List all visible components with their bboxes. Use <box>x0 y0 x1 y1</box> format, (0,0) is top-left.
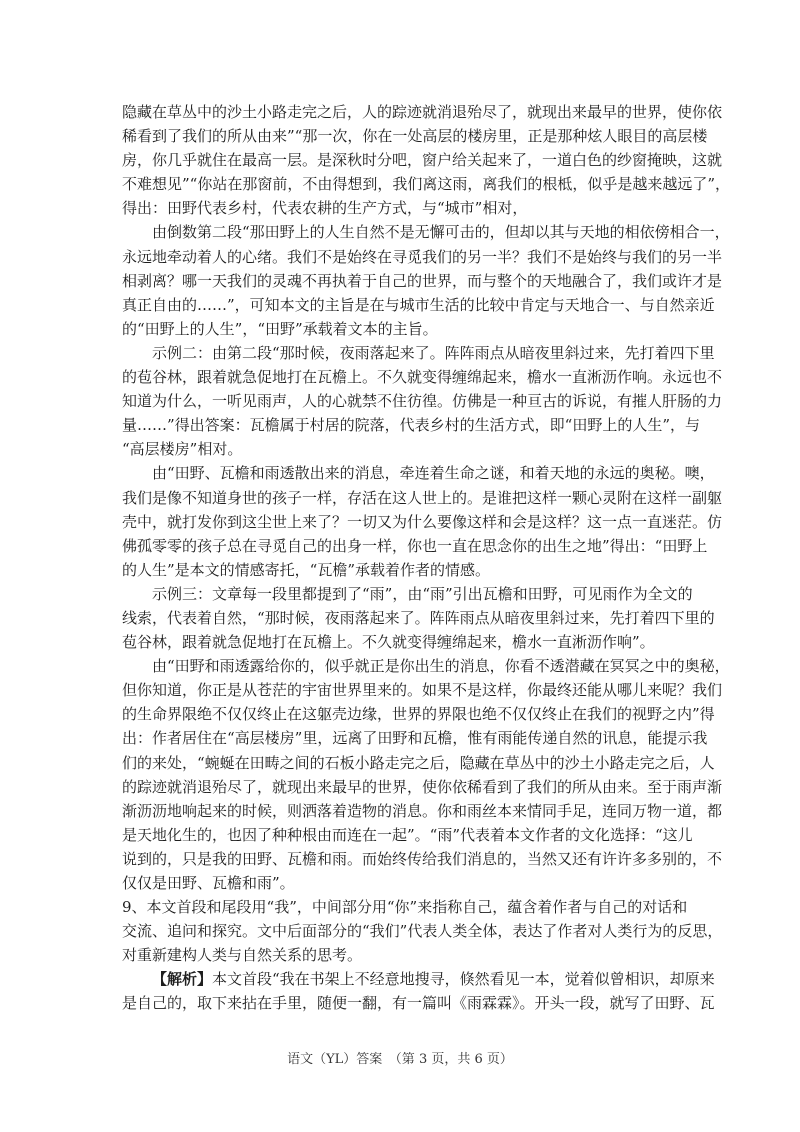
document-body <box>122 100 731 1016</box>
text-line: 稀看到了我们的所从由来”“那一次，你在一处高层的楼房里，正是那种炫人眼目的高层楼 <box>122 127 708 146</box>
text-line: 永远地牵动着人的心绪。我们不是始终在寻觅我们的另一半？我们不是始终与我们的另一半 <box>122 247 723 266</box>
paragraph <box>122 461 723 581</box>
page-footer: 语文（YL）答案 （第 3 页，共 6 页） <box>287 1052 513 1067</box>
text-line: 的人生”是本文的情感寄托，“瓦檐”承载着作者的情感。 <box>122 560 491 579</box>
text-line: 的踪迹就消退殆尽了，就现出来最早的世界，使你依稀看到了我们的所从由来。至于雨声渐 <box>122 777 723 796</box>
text-line: 示例二：由第二段“那时候，夜雨落起来了。阵阵雨点从暗夜里斜过来，先打着四下里 <box>152 343 715 362</box>
text-line: 9、本文首段和尾段用“我”，中间部分用“你”来指称自己，蕴含着作者与自己的对话和 <box>122 898 688 917</box>
text-line: 得出：田野代表乡村，代表农耕的生产方式，与“城市”相对， <box>122 199 528 218</box>
text-line: 的苞谷林，跟着就急促地打在瓦檐上。不久就变得缠绵起来，檐水一直淅沥作响。永远也不 <box>122 368 723 387</box>
text-line: 房，你几乎就住在最高一层。是深秋时分吧，窗户给关起来了，一道白色的纱窗掩映，这就 <box>122 151 723 170</box>
text-line: 由倒数第二段“那田野上的人生自然不是无懈可击的，但却以其与天地的相依傍相合一， <box>152 223 730 242</box>
text-line: 是天地化生的，也因了种种根由而连在一起”。“雨”代表着本文作者的文化选择：“这儿 <box>122 825 693 844</box>
text-line: 不难想见”“你站在那窗前，不由得想到，我们离这雨，离我们的根柢，似乎是越来越远了”， <box>122 175 731 194</box>
text-line: 们的来处，“蜿蜒在田畴之间的石板小路走完之后，隐藏在草丛中的沙土小路走完之后，人 <box>122 753 715 772</box>
text-line: 交流、追问和探究。文中后面部分的“我们”代表人类全体，表达了作者对人类行为的反思， <box>122 922 723 941</box>
paragraph <box>122 341 723 461</box>
text-line: 相剥离？哪一天我们的灵魂不再执着于自己的世界，而与整个的天地融合了，我们或许才是 <box>122 271 723 290</box>
text-line: 的“田野上的人生”，“田野”承载着文本的主旨。 <box>122 319 438 338</box>
text-line-content: 本文首段“我在书架上不经意地搜寻，倏然看见一本，觉着似曾相识，却原来 <box>212 970 715 989</box>
text-line: 出：作者居住在“高层楼房”里，远离了田野和瓦檐，惟有雨能传递自然的讯息，能提示我 <box>122 729 708 748</box>
paragraph <box>122 967 715 1015</box>
text-line: 由“田野、瓦檐和雨透散出来的消息，牵连着生命之谜，和着天地的永远的奥秘。噢， <box>152 464 715 483</box>
text-line: 对重新建构人类与自然关系的思考。 <box>122 946 363 965</box>
text-line: 苞谷林，跟着就急促地打在瓦檐上。不久就变得缠绵起来，檐水一直淅沥作响”。 <box>122 633 655 652</box>
paragraph <box>122 895 723 967</box>
text-line <box>122 967 715 991</box>
text-line: 知道为什么，一听见雨声，人的心就禁不住彷徨。仿佛是一种亘古的诉说，有摧人肝肠的力 <box>122 392 723 411</box>
paragraph <box>122 654 730 895</box>
text-line: 渐沥沥地响起来的时候，则洒落着造物的消息。你和雨丝本来情同手足，连同万物一道，都 <box>122 801 723 820</box>
text-line: 说到的，只是我的田野、瓦檐和雨。而始终传给我们消息的，当然又还有许许多多别的，不 <box>122 849 723 868</box>
text-line: 佛孤零零的孩子总在寻觅自己的出身一样，你也一直在思念你的出生之地”得出：“田野上 <box>122 536 708 555</box>
text-line: 真正自由的……”，可知本文的主旨是在与城市生活的比较中肯定与天地合一、与自然亲近 <box>122 295 715 314</box>
text-line: “高层楼房”相对。 <box>122 440 243 459</box>
text-line: 壳中，就打发你到这尘世上来了？一切又为什么要像这样和会是这样？这一点一直迷茫。仿 <box>122 512 723 531</box>
text-line: 是自己的，取下来拈在手里，随便一翻，有一篇叫《雨霖霖》。开头一段，就写了田野、瓦 <box>122 994 715 1013</box>
text-line: 隐藏在草丛中的沙土小路走完之后，人的踪迹就消退殆尽了，就现出来最早的世界，使你依 <box>122 103 723 121</box>
text-line: 我们是像不知道身世的孩子一样，存活在这人世上的。是谁把这样一颗心灵附在这样一副躯 <box>122 488 723 507</box>
analysis-label: 【解析】 <box>152 970 213 989</box>
text-line: 仅仅是田野、瓦檐和雨”。 <box>122 874 295 892</box>
text-line: 示例三：文章每一段里都提到了“雨”，由“雨”引出瓦檐和田野，可见雨作为全文的 <box>152 584 693 603</box>
paragraph <box>122 582 715 654</box>
text-line: 由“田野和雨透露给你的，似乎就正是你出生的消息，你看不透潜藏在冥冥之中的奥秘， <box>152 657 730 676</box>
text-line: 线索，代表着自然，“那时候，夜雨落起来了。阵阵雨点从暗夜里斜过来，先打着四下里的 <box>122 608 715 627</box>
text-line: 量……”得出答案：瓦檐属于村居的院落，代表乡村的生活方式，即“田野上的人生”，与 <box>122 416 701 435</box>
text-line: 的生命界限绝不仅仅终止在这躯壳边缘，世界的界限也绝不仅仅终止在我们的视野之内”得 <box>122 705 715 724</box>
text-line: 但你知道，你正是从苍茫的宇宙世界里来的。如果不是这样，你最终还能从哪儿来呢？我们 <box>122 681 723 700</box>
paragraph <box>122 220 730 340</box>
paragraph <box>122 100 731 220</box>
